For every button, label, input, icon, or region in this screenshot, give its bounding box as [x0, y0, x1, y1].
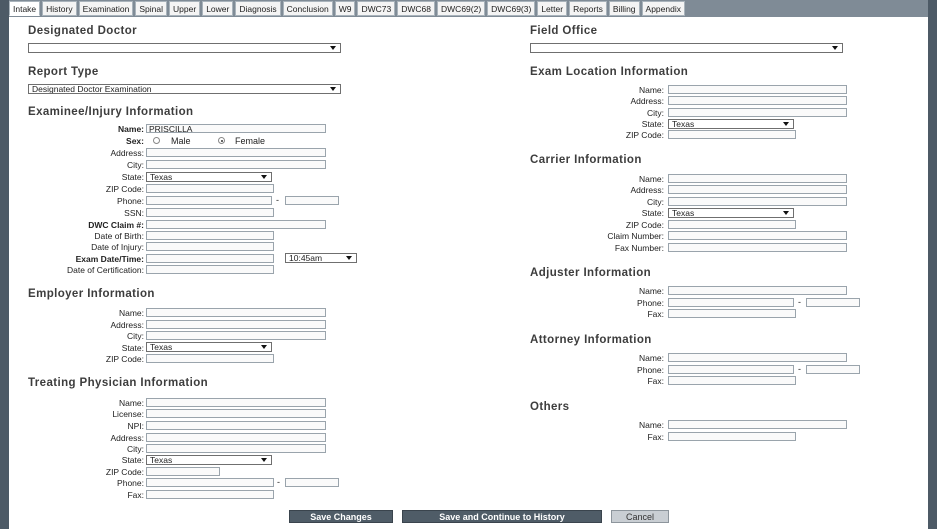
attorney-name-label: Name: — [638, 353, 664, 363]
cancel-button[interactable]: Cancel — [611, 510, 669, 523]
examinee-address-label: Address: — [110, 148, 144, 158]
employer-state-select[interactable] — [146, 342, 272, 352]
examinee-state-label: State: — [121, 172, 144, 182]
treating-zip-input[interactable] — [146, 467, 220, 476]
dob-label: Date of Birth: — [94, 231, 144, 241]
adjuster-heading: Adjuster Information — [530, 267, 652, 279]
treating-phone-dash: - — [277, 477, 280, 487]
treating-fax-label: Fax: — [127, 490, 144, 500]
chevron-down-icon — [783, 122, 789, 126]
others-name-input[interactable] — [668, 420, 847, 429]
save-and-continue-button[interactable]: Save and Continue to History — [402, 510, 602, 523]
examinee-zip-input[interactable] — [146, 184, 274, 193]
treating-address-label: Address: — [110, 433, 144, 443]
tab-upper[interactable]: Upper — [169, 1, 200, 16]
tab-bar — [9, 1, 685, 16]
treating-name-label: Name: — [118, 398, 144, 408]
exam-location-state-label: State: — [641, 119, 664, 129]
examinee-name-input[interactable]: PRISCILLA — [146, 124, 326, 133]
sex-label: Sex: — [126, 136, 144, 146]
carrier-city-label: City: — [647, 197, 664, 207]
tab-conclusion[interactable]: Conclusion — [283, 1, 333, 16]
examinee-name-label: Name: — [118, 124, 144, 134]
carrier-state-value: Texas — [672, 208, 695, 218]
report-type-select-value: Designated Doctor Examination — [32, 84, 152, 94]
treating-zip-label: ZIP Code: — [105, 467, 144, 477]
attorney-phone-ext-input[interactable] — [806, 365, 860, 374]
treating-phone-ext-input[interactable] — [285, 478, 339, 487]
employer-state-label: State: — [121, 343, 144, 353]
sex-female-radio[interactable] — [218, 137, 225, 144]
carrier-zip-label: ZIP Code: — [625, 220, 664, 230]
ssn-input[interactable] — [146, 208, 274, 217]
examinee-phone-label: Phone: — [117, 196, 144, 206]
adjuster-phone-ext-input[interactable] — [806, 298, 860, 307]
designated-doctor-heading: Designated Doctor — [28, 25, 138, 37]
employer-address-label: Address: — [110, 320, 144, 330]
exam-location-state-value: Texas — [672, 119, 695, 129]
cert-date-label: Date of Certification: — [66, 265, 144, 275]
employer-city-label: City: — [127, 331, 144, 341]
others-name-label: Name: — [638, 420, 664, 430]
tab-dwc73[interactable]: DWC73 — [357, 1, 395, 16]
examinee-phone-input[interactable] — [146, 196, 272, 205]
examinee-heading: Examinee/Injury Information — [28, 106, 194, 118]
exam-location-heading: Exam Location Information — [530, 66, 689, 78]
employer-zip-input[interactable] — [146, 354, 274, 363]
claim-number-label: Claim Number: — [607, 231, 664, 241]
treating-fax-input[interactable] — [146, 490, 274, 499]
employer-name-label: Name: — [118, 308, 144, 318]
others-heading: Others — [530, 401, 570, 413]
chevron-down-icon — [832, 46, 838, 50]
treating-phone-input[interactable] — [146, 478, 274, 487]
tab-diagnosis[interactable]: Diagnosis — [235, 1, 280, 16]
field-office-select[interactable] — [530, 43, 843, 53]
exam-location-name-input[interactable] — [668, 85, 847, 94]
attorney-phone-dash: - — [798, 364, 801, 374]
chevron-down-icon — [261, 458, 267, 462]
tab-reports[interactable]: Reports — [569, 1, 607, 16]
employer-address-input[interactable] — [146, 320, 326, 329]
treating-phone-label: Phone: — [117, 478, 144, 488]
doi-input[interactable] — [146, 242, 274, 251]
dwc-claim-label: DWC Claim #: — [88, 220, 144, 230]
treating-city-input[interactable] — [146, 444, 326, 453]
examinee-state-value: Texas — [150, 172, 173, 182]
field-office-heading: Field Office — [530, 25, 598, 37]
employer-name-input[interactable] — [146, 308, 326, 317]
treating-name-input[interactable] — [146, 398, 326, 407]
attorney-phone-label: Phone: — [637, 365, 664, 375]
chevron-down-icon — [261, 175, 267, 179]
adjuster-phone-label: Phone: — [637, 298, 664, 308]
tab-letter[interactable]: Letter — [537, 1, 567, 16]
tab-w9[interactable]: W9 — [335, 1, 356, 16]
employer-zip-label: ZIP Code: — [105, 354, 144, 364]
treating-state-label: State: — [121, 455, 144, 465]
tab-dwc69-2[interactable]: DWC69(2) — [437, 1, 485, 16]
examinee-state-select[interactable] — [146, 172, 272, 182]
right-border — [928, 0, 937, 529]
exam-time-select[interactable] — [285, 253, 357, 263]
left-border — [0, 0, 9, 529]
attorney-name-input[interactable] — [668, 353, 847, 362]
tab-billing[interactable]: Billing — [609, 1, 640, 16]
treating-city-label: City: — [127, 444, 144, 454]
report-type-select[interactable] — [28, 84, 341, 94]
exam-location-name-label: Name: — [638, 85, 664, 95]
employer-state-value: Texas — [150, 342, 173, 352]
exam-location-state-select[interactable] — [668, 119, 794, 129]
tab-dwc68[interactable]: DWC68 — [397, 1, 435, 16]
sex-female-label: Female — [235, 136, 266, 146]
exam-time-value: 10:45am — [289, 253, 323, 263]
phone-dash: - — [276, 195, 279, 205]
cert-date-input[interactable] — [146, 265, 274, 274]
examinee-zip-label: ZIP Code: — [105, 184, 144, 194]
treating-heading: Treating Physician Information — [28, 377, 209, 389]
attorney-phone-input[interactable] — [668, 365, 794, 374]
fax-number-label: Fax Number: — [614, 243, 664, 253]
license-label: License: — [112, 409, 144, 419]
tab-lower[interactable]: Lower — [202, 1, 233, 16]
fax-number-input[interactable] — [668, 243, 847, 252]
carrier-zip-input[interactable] — [668, 220, 796, 229]
exam-location-address-label: Address: — [630, 96, 664, 106]
exam-location-city-input[interactable] — [668, 108, 847, 117]
others-fax-input[interactable] — [668, 432, 796, 441]
chevron-down-icon — [330, 87, 336, 91]
adjuster-name-input[interactable] — [668, 286, 847, 295]
examinee-city-input[interactable] — [146, 160, 326, 169]
examinee-phone-ext-input[interactable] — [285, 196, 339, 205]
claim-number-input[interactable] — [668, 231, 847, 240]
carrier-city-input[interactable] — [668, 197, 847, 206]
chevron-down-icon — [330, 46, 336, 50]
others-fax-label: Fax: — [647, 432, 664, 442]
tab-history[interactable]: History — [42, 1, 76, 16]
chevron-down-icon — [346, 256, 352, 260]
tab-spinal[interactable]: Spinal — [135, 1, 167, 16]
carrier-state-label: State: — [641, 208, 664, 218]
attorney-heading: Attorney Information — [530, 334, 652, 346]
exam-date-input[interactable] — [146, 254, 274, 263]
attorney-fax-label: Fax: — [647, 376, 664, 386]
carrier-name-label: Name: — [638, 174, 664, 184]
tab-examination[interactable]: Examination — [79, 1, 134, 16]
attorney-fax-input[interactable] — [668, 376, 796, 385]
adjuster-fax-input[interactable] — [668, 309, 796, 318]
doi-label: Date of Injury: — [91, 242, 144, 252]
dob-input[interactable] — [146, 231, 274, 240]
dwc-claim-input[interactable] — [146, 220, 326, 229]
adjuster-phone-input[interactable] — [668, 298, 794, 307]
license-input[interactable] — [146, 409, 326, 418]
adjuster-phone-dash: - — [798, 297, 801, 307]
tab-appendix[interactable]: Appendix — [642, 1, 685, 16]
examinee-address-input[interactable] — [146, 148, 326, 157]
exam-location-address-input[interactable] — [668, 96, 847, 105]
chevron-down-icon — [261, 345, 267, 349]
tab-intake[interactable]: Intake — [9, 1, 40, 16]
treating-state-value: Texas — [150, 455, 173, 465]
sex-male-radio[interactable] — [153, 137, 160, 144]
carrier-address-label: Address: — [630, 185, 664, 195]
sex-male-label: Male — [171, 136, 191, 146]
exam-datetime-label: Exam Date/Time: — [75, 254, 144, 264]
exam-location-zip-label: ZIP Code: — [625, 130, 664, 140]
save-changes-button[interactable]: Save Changes — [289, 510, 393, 523]
npi-input[interactable] — [146, 421, 326, 430]
treating-address-input[interactable] — [146, 433, 326, 442]
carrier-name-input[interactable] — [668, 174, 847, 183]
report-type-heading: Report Type — [28, 66, 99, 78]
ssn-label: SSN: — [124, 208, 144, 218]
employer-heading: Employer Information — [28, 288, 155, 300]
designated-doctor-select[interactable] — [28, 43, 341, 53]
adjuster-fax-label: Fax: — [647, 309, 664, 319]
npi-label: NPI: — [127, 421, 144, 431]
employer-city-input[interactable] — [146, 331, 326, 340]
adjuster-name-label: Name: — [638, 286, 664, 296]
exam-location-zip-input[interactable] — [668, 130, 796, 139]
tab-dwc69-3[interactable]: DWC69(3) — [487, 1, 535, 16]
exam-location-city-label: City: — [647, 108, 664, 118]
chevron-down-icon — [783, 211, 789, 215]
carrier-address-input[interactable] — [668, 185, 847, 194]
treating-state-select[interactable] — [146, 455, 272, 465]
carrier-heading: Carrier Information — [530, 154, 642, 166]
carrier-state-select[interactable] — [668, 208, 794, 218]
examinee-city-label: City: — [127, 160, 144, 170]
